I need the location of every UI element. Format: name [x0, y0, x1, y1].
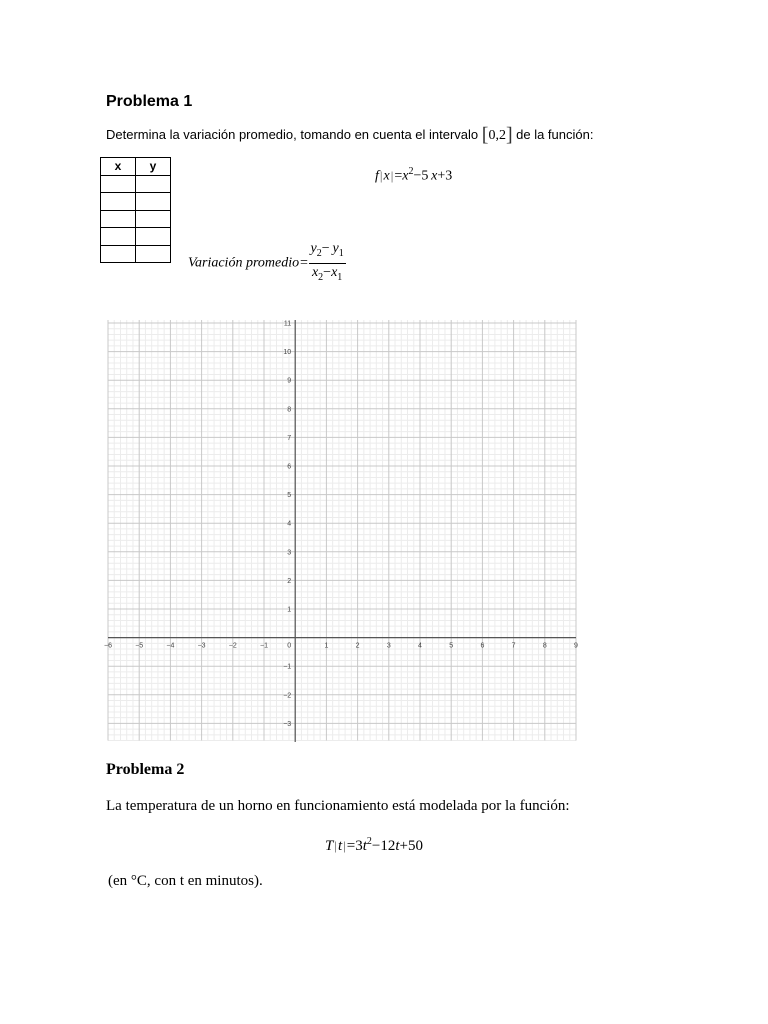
table-cell [136, 210, 171, 228]
y-tick-label: 2 [287, 577, 292, 585]
function-T: $T|t|=3t^2-12t+50$ [325, 836, 423, 854]
table-cell [101, 193, 136, 211]
minor-gridlines [108, 320, 576, 741]
table-header-x: x [101, 158, 136, 176]
x-tick-label: 8 [542, 642, 547, 650]
average-variation-formula: Variación promedio= $\frac{y_2- y_1}{x_2-x_1}$ [188, 240, 346, 287]
table-cell [136, 228, 171, 246]
y-tick-label: 1 [287, 606, 292, 614]
table-cell [101, 228, 136, 246]
y-tick-label: 7 [287, 434, 292, 442]
problem-2-text: La temperatura de un horno en funcionamiento está modelada por la función: [106, 798, 570, 814]
x-tick-label: 2 [355, 642, 360, 650]
x-tick-label: 6 [480, 642, 485, 650]
table-cell [101, 175, 136, 193]
y-tick-label: 5 [287, 492, 292, 500]
x-tick-label: 3 [386, 642, 391, 650]
table-cell [136, 175, 171, 193]
y-tick-label: 9 [287, 377, 292, 385]
instruction-text-end: de la función: [516, 127, 594, 142]
table-row [101, 228, 171, 246]
x-tick-label: −3 [197, 642, 206, 650]
y-tick-label: −1 [283, 663, 292, 671]
x-tick-label: 9 [574, 642, 578, 650]
y-tick-label: 3 [287, 549, 292, 557]
table-row [101, 210, 171, 228]
formula-label: Variación promedio [188, 255, 300, 271]
function-f: $f|x|=x^2-5$ x+3 [375, 166, 453, 184]
table-header-y: y [136, 158, 171, 176]
x-tick-label: 1 [324, 642, 329, 650]
y-tick-label: −3 [283, 720, 292, 728]
x-tick-label: −5 [135, 642, 144, 650]
x-tick-label: 7 [511, 642, 516, 650]
table-row [101, 193, 171, 211]
coordinate-grid[interactable] [106, 320, 578, 742]
y-tick-label: −2 [283, 692, 292, 700]
instruction-text: Determina la variación promedio, tomando en cuenta el intervalo [106, 127, 479, 142]
y-tick-label: 4 [287, 520, 292, 528]
formula-fraction: $\frac{y_2- y_1}{x_2-x_1}$ [310, 241, 344, 283]
xy-table [100, 157, 171, 263]
x-tick-label: −2 [228, 642, 237, 650]
y-tick-label: 6 [287, 463, 292, 471]
x-tick-label: −6 [104, 642, 112, 650]
table-cell [101, 210, 136, 228]
y-axis-labels [283, 321, 291, 728]
axes [108, 320, 576, 742]
table-cell [136, 245, 171, 263]
table-row [101, 175, 171, 193]
problem-1-title: Problema 1 [106, 93, 193, 110]
x-tick-label: 4 [418, 642, 422, 650]
interval: [0,2] [481, 124, 513, 146]
table-row [101, 245, 171, 263]
table-cell [136, 193, 171, 211]
problem-2-units-note: (en °C, con t en minutos). [108, 873, 263, 889]
x-tick-label: 0 [287, 642, 292, 650]
problem-1-instruction [106, 124, 593, 147]
x-tick-label: −4 [166, 642, 175, 650]
y-tick-label: 11 [283, 320, 292, 328]
x-tick-label: −1 [260, 642, 268, 650]
y-tick-label: 8 [287, 406, 292, 414]
y-tick-label: 10 [283, 349, 292, 357]
table-cell [101, 245, 136, 263]
x-tick-label: 5 [449, 642, 454, 650]
problem-2-title: Problema 2 [106, 761, 185, 778]
